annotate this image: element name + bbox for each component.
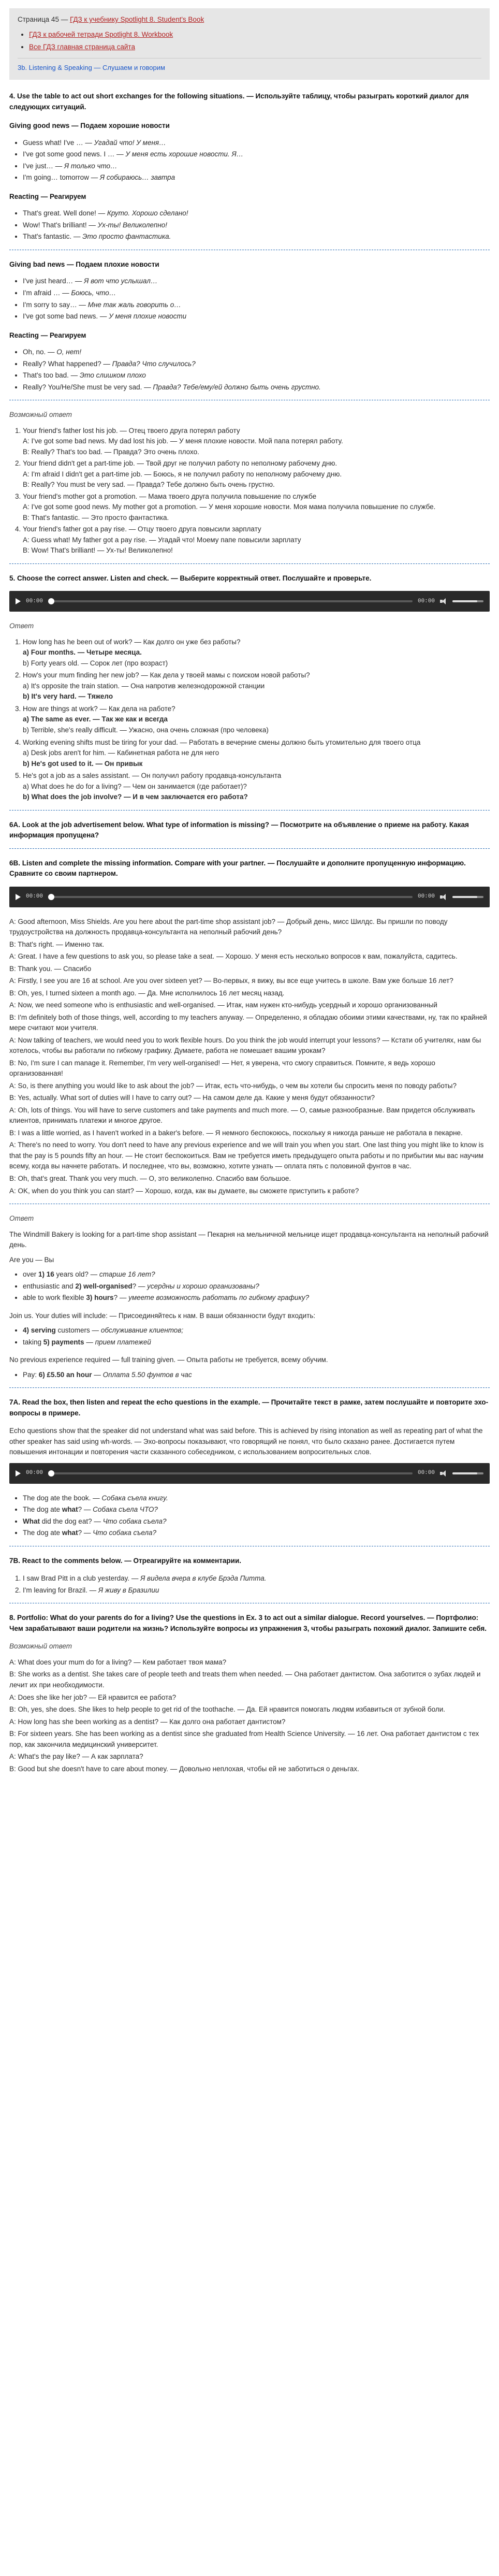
answer-item: 1. How long has he been out of work? — Как долго он уже без работы? a) Four months. — Четыре месяца. b) Forty years old. — Сорок лет (про возраст) (23, 637, 490, 669)
task6-dialogue (9, 917, 490, 1196)
audio-progress-slider[interactable] (48, 600, 413, 602)
time-total: 00:00 (417, 893, 435, 900)
divider (9, 810, 490, 811)
qualities-list (9, 1269, 490, 1304)
volume-slider[interactable] (452, 896, 483, 898)
volume-slider[interactable] (452, 1472, 483, 1474)
volume-fill (452, 1472, 477, 1474)
list-item: • I've got some bad news. — У меня плохие новости (23, 311, 490, 322)
dialogue-line: A: Now talking of teachers, we would need you to work flexible hours. Do you think the job would interrupt your lessons? — Кстати об учителях, нам бы хотелось, чтобы вы работали по гибкому графику. Думаете, работа не помешает вашим урокам? (9, 1036, 481, 1055)
volume-icon[interactable] (440, 894, 447, 900)
nav-divider (18, 58, 481, 59)
progress-knob[interactable] (48, 1470, 54, 1477)
list-item: • That's fantastic. — Это просто фантастика. (23, 231, 490, 242)
answer-item: 1. Your friend's father lost his job. — Отец твоего друга потерял работу A: I've got some bad news. My dad lost his job. — У меня плохие новости. Мой папа потерял работу. B: Really? That's too bad. — Правда? Это очень плохо. (23, 426, 490, 458)
time-current: 00:00 (26, 598, 43, 604)
dialogue-line: A: Good afternoon, Miss Shields. Are you here about the part-time shop assistant job? — Добрый день, мисс Шилдс. Вы пришли по поводу трудоустройства на должность продавца-консультанта на неполный рабочий день? (9, 917, 448, 936)
nav-title-link[interactable]: ГДЗ к учебнику Spotlight 8. Student's Book (69, 16, 204, 23)
list-item: • enthusiastic and 2) well-organised? — усердны и хорошо организованы? (23, 1281, 490, 1292)
list-item: • Really? You/He/She must be very sad. — Правда? Тебе/ему/ей должно быть очень грустно. (23, 382, 490, 393)
list-item: • taking 5) payments — прием платежей (23, 1337, 490, 1348)
dialogue-line: A: Does she like her job? — Ей нравится ее работа? (9, 1693, 177, 1701)
list-item: • The dog ate what? — Что собака съела? (23, 1528, 490, 1539)
comments-list (9, 1573, 490, 1596)
list-item: • Wow! That's brilliant! — Ух-ты! Великолепно! (23, 220, 490, 231)
time-current: 00:00 (26, 1470, 43, 1477)
dialogue-line: A: What does your mum do for a living? — Кем работает твоя мама? (9, 1658, 227, 1666)
list-item: • Oh, no. — О, нет! (23, 347, 490, 358)
divider (9, 848, 490, 849)
good-news-list (9, 138, 490, 183)
nav-subtitle: 3b. Listening & Speaking — Слушаем и говорим (18, 63, 165, 71)
answer-item: 2. Your friend didn't get a part-time job. — Твой друг не получил работу по неполному рабочему дню. A: I'm afraid I didn't get a part-time job. — Боюсь, я не получил работу по неполному рабочему дню. B: Really? You must be very sad. — Правда? Тебе должно быть очень грустно. (23, 458, 490, 490)
volume-icon[interactable] (440, 1470, 447, 1477)
bad-news-heading: Giving bad news — Подаем плохие новости (9, 260, 159, 268)
play-icon[interactable] (16, 598, 21, 604)
dialogue-line: B: Yes, actually. What sort of duties will I have to carry out? — На самом деле да. Какие у меня будут обязанности? (9, 1094, 375, 1102)
dialogue-line: B: Oh, that's great. Thank you very much. — О, это великолепно. Спасибо вам большое. (9, 1175, 291, 1182)
dialogue-line: B: I'm definitely both of those things, well, according to my teachers anyway. — Определенно, я обладаю обоими этими качествами, ну, так по крайней мере считают мои учителя. (9, 1013, 487, 1032)
dialogue-line: B: Thank you. — Спасибо (9, 964, 92, 973)
dialogue-line: A: What's the pay like? — А как зарплата? (9, 1753, 143, 1761)
list-item: • That's too bad. — Это слишком плохо (23, 370, 490, 381)
list-item: • What did the dog eat? — Что собака съела? (23, 1516, 490, 1527)
list-item: • I'm afraid … — Боюсь, что… (23, 288, 490, 299)
experience-text: No previous experience required — full training given. — Опыта работы не требуется, всему обучим. (9, 1356, 328, 1364)
audio-progress-slider[interactable] (48, 1472, 413, 1474)
task6b-title: 6B. Listen and complete the missing information. Compare with your partner. — Послушайте и дополните пропущенную информацию. Сравните со своим партнером. (9, 859, 466, 878)
dialogue-line: B: That's right. — Именно так. (9, 940, 105, 948)
dialogue-line: A: Oh, lots of things. You will have to serve customers and take payments and much more. — О, самые разнообразные. Вам придется обслуживать клиентов, принимать платежи и многое другое. (9, 1106, 475, 1125)
divider (9, 1387, 490, 1388)
time-total: 00:00 (417, 598, 435, 604)
list-item: • I've just heard… — Я вот что услышал… (23, 276, 490, 287)
echo-examples (9, 1493, 490, 1539)
divider (9, 563, 490, 564)
list-item: 1. I saw Brad Pitt in a club yesterday. — Я видела вчера в клубе Брэда Питта. (23, 1573, 490, 1584)
dialogue-line: A: There's no need to worry. You don't need to have any previous experience and we will train you when you start. One last thing you might like to know is that the pay is 5 pounds fifty an hour. — Не стоит беспокоиться. Вам не требуется иметь предыдущего опыта работы и по прибытии мы вас научим всему, когда вы начнете работать. И последнее, что вы, возможно, хотите узнать — оплата пять с половиной фунтов в час. (9, 1141, 484, 1170)
list-item: 2. I'm leaving for Brazil. — Я живу в Бразилии (23, 1585, 490, 1596)
answer-item: 2. How's your mum finding her new job? — Как дела у твоей мамы с поиском новой работы? a) It's opposite the train station. — Она напротив железнодорожной станции b) It's very hard. — Тяжело (23, 670, 490, 702)
dialogue-line: B: She works as a dentist. She takes care of people teeth and treats them when needed. — Она работает дантистом. Она заботится о зубах людей и лечит их при необходимости. (9, 1670, 481, 1689)
dialogue-line: A: Great. I have a few questions to ask you, so please take a seat. — Хорошо. У меня есть несколько вопросов к вам, пожалуйста, садитесь. (9, 952, 458, 961)
reacting-list (9, 208, 490, 242)
nav-box (9, 8, 490, 80)
list-item: • I've got some good news. I … — У меня есть хорошие новости. Я… (23, 149, 490, 160)
list-item: • The dog ate what? — Собака съела ЧТО? (23, 1504, 490, 1515)
list-item: • Guess what! I've … — Угадай что! У меня… (23, 138, 490, 149)
duties-list (9, 1325, 490, 1348)
task8-title: 8. Portfolio: What do your parents do for a living? Use the questions in Ex. 3 to act out a similar dialogue. Record yourselves. — Портфолио: Чем зарабатывают ваши родители на жизнь? Используйте вопросы из упражнения 3, чтобы разыграть похожий диалог. Запишите себя. (9, 1614, 487, 1632)
answer-label: Ответ (9, 1214, 34, 1223)
dialogue-line: B: For sixteen years. She has been working as a dentist since she graduated from Health Science University. — 16 лет. Она работает дантистом с тех пор, как закончила медицинский университет. (9, 1730, 479, 1748)
answer-item: 5. He's got a job as a sales assistant. — Он получил работу продавца-консультанта a) What does he do for a living? — Чем он занимается (где работает)? b) What does the job involve? — И в чем заключается его работа? (23, 771, 490, 803)
list-item: • I'm going… tomorrow — Я собираюсь… завтра (23, 172, 490, 183)
answer-label: Ответ (9, 622, 34, 630)
answer-item: 3. Your friend's mother got a promotion. — Мама твоего друга получила повышение по службе A: I've got some good news. My mother got a promotion. — У меня хорошие новости. Моя мама получила повышение по службе. B: That's fantastic. — Это просто фантастика. (23, 491, 490, 524)
ad-text: The Windmill Bakery is looking for a part-time shop assistant — Пекарня на мельничной мельнице ищет продавца-консультанта на неполный рабочий день. (9, 1230, 489, 1249)
list-item: • I'm sorry to say… — Мне так жаль говорить о… (23, 300, 490, 311)
progress-knob[interactable] (48, 894, 54, 900)
dialogue-line: B: Oh, yes, she does. She likes to help people to get rid of the toothache. — Да. Ей нравится помогать людям избавиться от зубной боли. (9, 1705, 446, 1714)
time-current: 00:00 (26, 893, 43, 900)
reacting-heading: Reacting — Реагируем (9, 192, 86, 200)
dialogue-line: B: I was a little worried, as I haven't worked in a baker's before. — Я немного беспокоюсь, поскольку я никогда раньше не работала в пекарне. (9, 1128, 463, 1137)
dialogue-line: A: Firstly, I see you are 16 at school. Are you over sixteen yet? — Во-первых, я вижу, вы все еще учитесь в школе. Вам уже больше 16 лет? (9, 977, 453, 985)
audio-player (9, 887, 490, 907)
play-icon[interactable] (16, 894, 21, 900)
task4-title: 4. Use the table to act out short exchanges for the following situations. — Используйте таблицу, чтобы разыграть короткий диалог для следующих ситуаций. (9, 92, 469, 111)
dialogue-line: A: How long has she been working as a dentist? — Как долго она работает дантистом? (9, 1717, 286, 1726)
reacting-heading-2: Reacting — Реагируем (9, 331, 86, 339)
dialogue-line: B: Good but she doesn't have to care about money. — Довольно неплохая, чтобы ей не заботиться о деньгах. (9, 1764, 359, 1773)
nav-links (18, 30, 481, 53)
answer-label: Возможный ответ (9, 411, 72, 419)
answer-item: 4. Your friend's father got a pay rise. — Отцу твоего друга повысили зарплату A: Guess what! My father got a pay rise. — Угадай что! Моему папе повысили зарплату B: Wow! That's brilliant! — Ух-ты! Великолепно! (23, 524, 490, 556)
dialogue-line: A: Now, we need someone who is enthusiastic and well-organised. — Итак, нам нужен кто-нибудь усердный и хорошо организованный (9, 1001, 437, 1009)
list-item: • I've just… — Я только что… (23, 161, 490, 172)
nav-link-home[interactable]: Все ГДЗ главная страница сайта (29, 43, 135, 51)
dialogue-line: A: So, is there anything you would like to ask about the job? — Итак, есть что-нибудь, о чем вы хотели бы спросить меня по поводу работы? (9, 1081, 457, 1090)
task7b-title: 7B. React to the comments below. — Отреагируйте на комментарии. (9, 1556, 241, 1565)
nav-link-workbook[interactable]: ГДЗ к рабочей тетради Spotlight 8. Workbook (29, 30, 173, 38)
nav-link-item (29, 42, 481, 53)
audio-progress-slider[interactable] (48, 896, 413, 898)
answer-item: 4. Working evening shifts must be tiring for your dad. — Работать в вечерние смены должно быть утомительно для твоего отца a) Desk jobs aren't for him. — Кабинетная работа не для него b) He's got used to it. — Он привык (23, 737, 490, 770)
list-item: • 4) serving customers — обслуживание клиентов; (23, 1325, 490, 1336)
good-news-heading: Giving good news — Подаем хорошие новости (9, 122, 170, 130)
task5-answers (9, 637, 490, 803)
nav-link-item (29, 30, 481, 40)
task7a-title: 7A. Read the box, then listen and repeat the echo questions in the example. — Прочитайте текст в рамке, затем послушайте и повторите эхо-вопросы в примере. (9, 1398, 489, 1417)
task5-title: 5. Choose the correct answer. Listen and check. — Выберите корректный ответ. Послушайте и проверьте. (9, 574, 372, 582)
answer-label: Возможный ответ (9, 1642, 72, 1651)
volume-icon[interactable] (440, 598, 447, 604)
dialogue-line: B: Oh, yes, I turned sixteen a month ago. — Да. Мне исполнилось 16 лет месяц назад. (9, 989, 285, 997)
answer-item: 3. How are things at work? — Как дела на работе? a) The same as ever. — Так же как и всегда b) Terrible, she's really difficult. — Ужасно, она очень сложная (про человека) (23, 704, 490, 736)
dialogue-line: A: OK, when do you think you can start? — Хорошо, когда, как вы думаете, вы сможете приступить к работе? (9, 1186, 359, 1195)
volume-fill (452, 896, 477, 898)
reacting-list-2 (9, 347, 490, 393)
audio-player (9, 1463, 490, 1484)
list-item: • able to work flexible 3) hours? — умеете возможность работать по гибкому графику? (23, 1293, 490, 1304)
nav-title: Страница 45 — ГДЗ к учебнику Spotlight 8. Student's Book (18, 16, 204, 23)
list-item: • The dog ate the book. — Собака съела книгу. (23, 1493, 490, 1504)
task4-answers (9, 426, 490, 556)
pay-list (9, 1370, 490, 1381)
are-you: Are you — Вы (9, 1255, 54, 1264)
list-item: • over 1) 16 years old? — старше 16 лет? (23, 1269, 490, 1280)
list-item: • Pay: 6) £5.50 an hour — Оплата 5.50 фунтов в час (23, 1370, 490, 1381)
list-item: • Really? What happened? — Правда? Что случилось? (23, 359, 490, 370)
play-icon[interactable] (16, 1470, 21, 1477)
echo-text: Echo questions show that the speaker did not understand what was said before. This is achieved by rising intonation as well as repeating part of what the other speaker has said using wh-words. — Эхо-вопросы показывают, что говорящий не понял, что было сказано ранее. Достигается путем повышения интонации и повторения части сказанного собеседником, с использованием вопросительных слов. (9, 1427, 483, 1456)
task6a-title: 6A. Look at the job advertisement below. What type of information is missing? — Посмотрите на объявление о приеме на работу. Какая информация пропущена? (9, 820, 469, 840)
dialogue-line: B: No, I'm sure I can manage it. Remember, I'm very well-organised! — Нет, я уверена, что смогу справиться. Помните, я ведь хорошо организованная! (9, 1059, 435, 1078)
bad-news-list (9, 276, 490, 322)
time-total: 00:00 (417, 1470, 435, 1477)
audio-player (9, 591, 490, 612)
list-item: • That's great. Well done! — Круто. Хорошо сделано! (23, 208, 490, 219)
task8-dialogue (9, 1657, 490, 1774)
volume-slider[interactable] (452, 600, 483, 602)
join-us: Join us. Your duties will include: — Присоединяйтесь к нам. В ваши обязанности будут входить: (9, 1311, 316, 1320)
volume-fill (452, 600, 477, 602)
progress-knob[interactable] (48, 598, 54, 604)
